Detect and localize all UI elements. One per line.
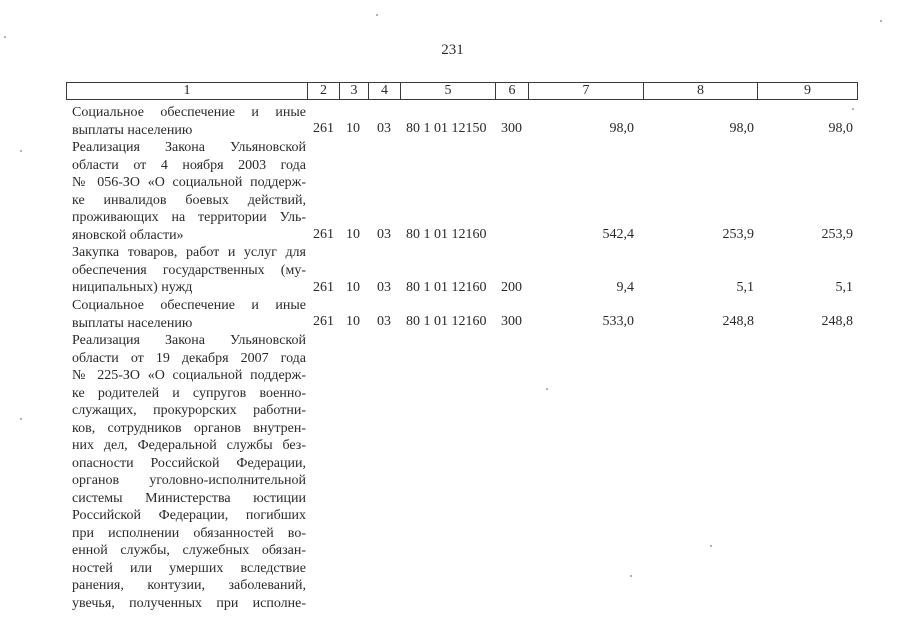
- cell-col8: 248,8: [722, 314, 754, 329]
- row-text-line: ков, сотрудников органов внутрен-: [72, 420, 306, 436]
- cell-col2: 261: [313, 280, 334, 295]
- scan-speck: [4, 36, 6, 38]
- table-header-row: [66, 82, 858, 100]
- cell-col3: 10: [346, 314, 360, 329]
- cell-col4: 03: [377, 227, 391, 242]
- scan-speck: [20, 418, 22, 420]
- row-text-line: обеспечения государственных (му-: [72, 262, 306, 278]
- column-header-5: 5: [401, 83, 496, 99]
- row-text-line: них дел, Федеральной службы без-: [72, 438, 306, 453]
- cell-col2: 261: [313, 121, 334, 136]
- row-text-line: выплаты населению: [72, 315, 193, 331]
- column-header-7: 7: [529, 83, 644, 99]
- row-text-block: [72, 244, 306, 297]
- row-text-block: [72, 332, 306, 612]
- cell-col6: 300: [501, 121, 522, 136]
- row-text-line: области от 4 ноября 2003 года: [72, 157, 306, 173]
- cell-col5: 80 1 01 12160: [406, 314, 487, 329]
- column-header-2: 2: [308, 83, 340, 99]
- cell-col3: 10: [346, 227, 360, 242]
- row-text-line: Социальное обеспечение и иные: [72, 298, 306, 313]
- column-header-3: 3: [340, 83, 369, 99]
- cell-col7: 9,4: [616, 280, 634, 295]
- row-text-line: Социальное обеспечение и иные: [72, 105, 306, 120]
- row-text-line: Российской Федерации, погибших: [72, 508, 306, 523]
- row-text-line: № 225-ЗО «О социальной поддерж-: [72, 368, 306, 383]
- cell-col7: 542,4: [602, 227, 634, 242]
- scan-speck: [20, 150, 22, 152]
- row-text-line: опасности Российской Федерации,: [72, 455, 306, 471]
- cell-col9: 5,1: [835, 280, 853, 295]
- row-text-line: выплаты населению: [72, 122, 193, 138]
- row-text-line: служащих, прокурорских работни-: [72, 403, 306, 418]
- row-text-line: увечья, полученных при исполне-: [72, 595, 306, 611]
- cell-col9: 248,8: [821, 314, 853, 329]
- cell-col8: 253,9: [722, 227, 754, 242]
- cell-col4: 03: [377, 121, 391, 136]
- row-text-line: ностей или умерших вследствие: [72, 560, 306, 576]
- cell-col5: 80 1 01 12150: [406, 121, 487, 136]
- scan-speck: [710, 545, 712, 547]
- cell-col9: 253,9: [821, 227, 853, 242]
- cell-col8: 5,1: [736, 280, 754, 295]
- row-text-line: Реализация Закона Ульяновской: [72, 333, 306, 348]
- row-text-line: ранения, контузии, заболеваний,: [72, 578, 306, 593]
- column-header-1: 1: [67, 83, 308, 99]
- row-text-line: Реализация Закона Ульяновской: [72, 140, 306, 155]
- cell-col7: 533,0: [602, 314, 634, 329]
- cell-col7: 98,0: [609, 121, 634, 136]
- row-text-line: № 056-ЗО «О социальной поддерж-: [72, 175, 306, 190]
- row-text-line: области от 19 декабря 2007 года: [72, 350, 306, 366]
- cell-col8: 98,0: [729, 121, 754, 136]
- page-number: 231: [441, 42, 464, 58]
- row-text-block: [72, 104, 306, 139]
- row-text-line: проживающих на территории Уль-: [72, 210, 306, 225]
- column-header-4: 4: [369, 83, 401, 99]
- column-header-8: 8: [644, 83, 758, 99]
- column-header-6: 6: [496, 83, 529, 99]
- cell-col6: 200: [501, 280, 522, 295]
- row-text-line: органов уголовно-исполнительной: [72, 473, 306, 488]
- scan-speck: [376, 14, 378, 16]
- column-header-9: 9: [804, 83, 811, 98]
- row-text-line: Закупка товаров, работ и услуг для: [72, 245, 306, 260]
- cell-col4: 03: [377, 314, 391, 329]
- cell-col9: 98,0: [828, 121, 853, 136]
- row-text-line: ке инвалидов боевых действий,: [72, 192, 306, 208]
- row-text-line: ниципальных) нужд: [72, 280, 193, 295]
- row-text-line: яновской области»: [72, 227, 184, 243]
- row-text-block: [72, 139, 306, 244]
- cell-col3: 10: [346, 121, 360, 136]
- row-text-block: [72, 297, 306, 332]
- cell-col2: 261: [313, 227, 334, 242]
- cell-col6: 300: [501, 314, 522, 329]
- cell-col3: 10: [346, 280, 360, 295]
- row-text-line: при исполнении обязанностей во-: [72, 525, 306, 541]
- row-text-line: системы Министерства юстиции: [72, 490, 306, 506]
- scan-speck: [630, 575, 632, 577]
- scan-speck: [852, 108, 854, 110]
- scan-speck: [546, 388, 548, 390]
- cell-col2: 261: [313, 314, 334, 329]
- row-text-line: ке родителей и супругов военно-: [72, 385, 306, 401]
- cell-col4: 03: [377, 280, 391, 295]
- scan-speck: [880, 20, 882, 22]
- row-text-line: енной службы, служебных обязан-: [72, 543, 306, 558]
- cell-col5: 80 1 01 12160: [406, 227, 487, 242]
- cell-col5: 80 1 01 12160: [406, 280, 487, 295]
